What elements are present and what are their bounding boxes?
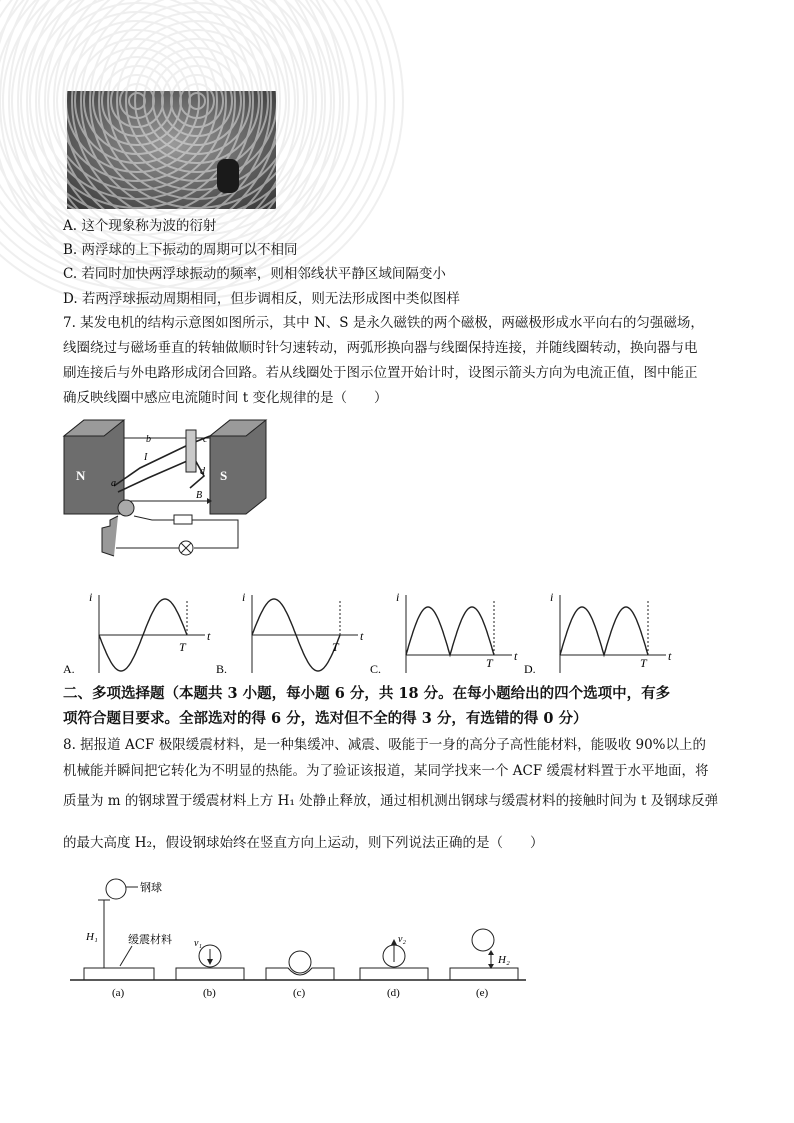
q8-stem-line-1: 8. 据报道 ACF 极限缓震材料，是一种集缓冲、减震、吸能于一身的高分子高性能材料，能吸收 90%以上的	[63, 737, 706, 753]
i-axis-label: i	[89, 590, 93, 604]
q7-stem-line-2: 线圈绕过与磁场垂直的转轴做顺时针匀速转动，两弧形换向器与线圈保持连接，并随线圈转动，换向器与电	[63, 340, 698, 356]
coil-label-b: b	[146, 434, 151, 445]
h2-label: H₂	[498, 954, 510, 966]
s-pole-label: S	[220, 468, 228, 483]
current-curve	[406, 607, 494, 655]
panel-label-e: (e)	[476, 987, 489, 999]
i-axis-label: i	[396, 590, 400, 604]
steel-ball-figure	[70, 870, 530, 1005]
choice-letter: A.	[63, 662, 75, 676]
q8-stem-line-2: 机械能并瞬间把它转化为不明显的热能。为了验证该报道，某同学找来一个 ACF 缓震材料置于水平地面，将	[63, 763, 709, 779]
v2-label: v₂	[398, 934, 406, 945]
material-label: 缓震材料	[128, 934, 172, 946]
section2-heading-line-2: 项符合题目要求。全部选对的得 6 分，选对但不全的得 3 分，有选错的得 0 分）	[63, 710, 588, 727]
period-label: T	[486, 656, 493, 670]
panel-label-d: (d)	[387, 987, 400, 999]
panel-label-c: (c)	[293, 987, 306, 999]
coil-label-a: a	[111, 478, 116, 489]
v1-label: v₁	[194, 938, 202, 949]
i-axis-label: i	[550, 590, 554, 604]
coil-label-c: c	[203, 434, 208, 445]
t-axis-label: t	[668, 649, 672, 663]
q6-option-d: D. 若两浮球振动周期相同，但步调相反，则无法形成图中类似图样	[63, 291, 460, 307]
q7-stem-line-1: 7. 某发电机的结构示意图如图所示，其中 N、S 是永久磁铁的两个磁极，两磁极形成水平向右的匀强磁场，	[63, 315, 704, 331]
q7-stem-line-3: 刷连接后与外电路形成闭合回路。若从线圈处于图示位置开始计时，设图示箭头方向为电流正值，图中能正	[63, 365, 698, 381]
section2-heading-line-1: 二、多项选择题（本题共 3 小题，每小题 6 分，共 18 分。在每小题给出的四个选项中，有多	[63, 685, 671, 702]
t-axis-label: t	[207, 629, 211, 643]
period-label: T	[332, 640, 339, 654]
current-curve	[560, 607, 648, 655]
panel-label-a: (a)	[112, 987, 125, 999]
n-pole-label: N	[76, 468, 86, 483]
q8-stem-line-3: 质量为 m 的钢球置于缓震材料上方 H₁ 处静止释放，通过相机测出钢球与缓震材料的接触时间为 t 及钢球反弹	[63, 793, 719, 809]
choice-graph-c	[370, 585, 518, 680]
t-axis-label: t	[514, 649, 518, 663]
q7-stem-line-4: 确反映线圈中感应电流随时间 t 变化规律的是（ ）	[63, 390, 388, 406]
t-axis-label: t	[360, 629, 364, 643]
period-label: T	[179, 640, 186, 654]
q6-option-b: B. 两浮球的上下振动的周期可以不相同	[63, 242, 298, 258]
choice-graph-b	[216, 585, 364, 680]
q6-option-a: A. 这个现象称为波的衍射	[63, 218, 217, 234]
choice-letter: D.	[524, 662, 536, 676]
choice-graph-a	[63, 585, 211, 680]
ball-label: 钢球	[140, 882, 162, 894]
panel-label-b: (b)	[203, 987, 216, 999]
q8-stem-line-4: 的最大高度 H₂，假设钢球始终在竖直方向上运动，则下列说法正确的是（ ）	[63, 835, 544, 851]
field-label: B	[196, 490, 203, 501]
choice-letter: C.	[370, 662, 382, 676]
choice-graph-d	[524, 585, 672, 680]
current-label: I	[144, 452, 148, 463]
i-axis-label: i	[242, 590, 246, 604]
q6-option-c: C. 若同时加快两浮球振动的频率，则相邻线状平静区域间隔变小	[63, 266, 446, 282]
coil-label-d: d	[200, 466, 205, 477]
wave-interference-photo	[67, 91, 276, 209]
h1-label: H₁	[86, 931, 98, 943]
period-label: T	[640, 656, 647, 670]
choice-letter: B.	[216, 662, 228, 676]
generator-diagram	[62, 416, 272, 572]
